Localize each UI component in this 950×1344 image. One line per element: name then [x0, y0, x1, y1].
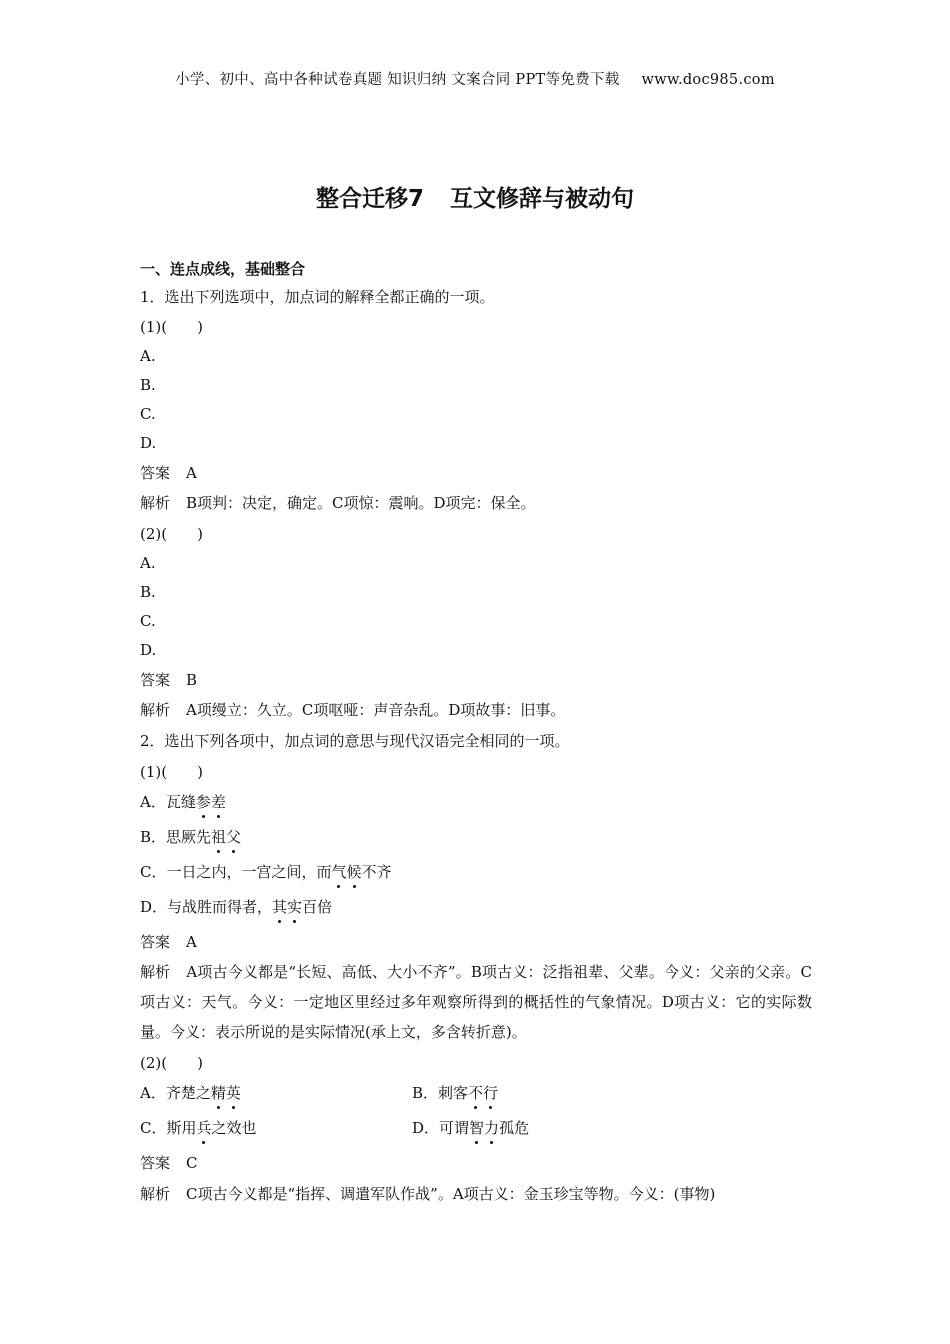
q2-2-answer: [140, 1153, 812, 1173]
q1-2-option-a: A.: [140, 554, 156, 572]
header-text: 小学、初中、高中各种试卷真题 知识归纳 文案合同 PPT等免费下载: [175, 72, 620, 88]
answer-value: A: [186, 933, 197, 951]
dotted-char: 不: [468, 1084, 484, 1102]
title-part1: 整合迁移7: [315, 186, 424, 212]
answer-label: 答案: [140, 933, 171, 951]
q2-1-analysis: [140, 957, 812, 1047]
q1-1-option-b: B.: [140, 376, 156, 394]
option-prefix: D．与战胜而得者，: [140, 898, 273, 916]
q1-2-answer: [140, 670, 812, 690]
option-suffix: 孤危: [499, 1119, 530, 1137]
dotted-char: 兵: [196, 1119, 212, 1137]
option-prefix: C．斯用: [140, 1119, 197, 1137]
q2-stem: 2．选出下列各项中，加点词的意思与现代汉语完全相同的一项。: [140, 732, 570, 750]
q2-1-option-b: [140, 827, 812, 847]
q1-2-label: (2)( ): [140, 525, 203, 543]
q1-1-option-d: D.: [140, 434, 157, 452]
dotted-char: 精: [210, 1084, 226, 1102]
dotted-char: 候: [346, 863, 362, 881]
option-prefix: B．思厥先: [140, 828, 212, 846]
q2-2-row1: [140, 1083, 812, 1103]
dotted-char: 差: [210, 793, 226, 811]
dotted-char: 行: [483, 1084, 499, 1102]
page-header: [0, 68, 950, 89]
dotted-char: 力: [484, 1119, 500, 1137]
q1-stem: 1．选出下列选项中，加点词的解释全都正确的一项。: [140, 288, 495, 306]
dotted-char: 祖: [211, 828, 227, 846]
analysis-label: 解析: [140, 1185, 171, 1203]
page-title: [0, 180, 950, 213]
option-suffix: 百倍: [302, 898, 333, 916]
option-prefix: C．一日之内，一宫之间，而: [140, 863, 332, 881]
q2-2-option-b: [412, 1083, 498, 1103]
q1-1-option-a: A.: [140, 347, 156, 365]
q1-1-label: (1)( ): [140, 318, 203, 336]
option-prefix: A．瓦缝: [140, 793, 196, 811]
analysis-text: A项缦立：久立。C项呕哑：声音杂乱。D项故事：旧事。: [186, 701, 566, 719]
answer-value: B: [186, 671, 198, 689]
dotted-char: 英: [225, 1084, 241, 1102]
analysis-label: 解析: [140, 963, 171, 981]
dotted-char: 父: [226, 828, 242, 846]
dotted-char: 参: [195, 793, 211, 811]
q2-2-row2: [140, 1118, 812, 1138]
q2-2-label: (2)( ): [140, 1054, 203, 1072]
option-suffix: 之效也: [211, 1119, 257, 1137]
dotted-char: 其: [272, 898, 288, 916]
option-prefix: D．可谓: [412, 1119, 470, 1137]
option-prefix: A．齐楚之: [140, 1084, 211, 1102]
answer-value: C: [186, 1154, 198, 1172]
q1-1-answer: [140, 463, 812, 483]
q2-1-label: (1)( ): [140, 763, 203, 781]
q2-1-option-c: [140, 862, 812, 882]
q2-2-option-a: [140, 1084, 241, 1102]
answer-label: 答案: [140, 671, 171, 689]
analysis-label: 解析: [140, 701, 171, 719]
answer-label: 答案: [140, 464, 171, 482]
header-url[interactable]: www.doc985.com: [641, 72, 775, 88]
q2-1-answer: [140, 932, 812, 952]
answer-value: A: [186, 464, 197, 482]
q1-2-option-d: D.: [140, 641, 157, 659]
q2-1-option-a: [140, 792, 812, 812]
option-suffix: 不齐: [361, 863, 392, 881]
analysis-text: C项古今义都是“指挥、调遣军队作战”。A项古义：金玉珍宝等物。今义：(事物): [186, 1185, 716, 1203]
analysis-label: 解析: [140, 494, 171, 512]
q2-2-option-c: [140, 1119, 257, 1137]
q1-2-option-c: C.: [140, 612, 156, 630]
analysis-text: A项古今义都是“长短、高低、大小不齐”。B项古义：泛指祖辈、父辈。今义：父亲的父亲。C项古义：天气。今义：一定地区里经过多年观察所得到的概括性的气象情况。D项古义：它的实际数量。今义：表示所说的是实际情况(承上文，多含转折意)。: [140, 963, 812, 1041]
q1-2-option-b: B.: [140, 583, 156, 601]
section-heading: 一、连点成线，基础整合: [140, 260, 306, 278]
dotted-char: 气: [331, 863, 347, 881]
analysis-text: B项判：决定，确定。C项惊：震响。D项完：保全。: [186, 494, 536, 512]
q1-2-analysis: [140, 700, 812, 720]
option-prefix: B．刺客: [412, 1084, 469, 1102]
q1-1-analysis: [140, 493, 812, 513]
q2-2-analysis: [140, 1184, 812, 1204]
dotted-char: 实: [287, 898, 303, 916]
title-part2: 互文修辞与被动句: [450, 186, 634, 212]
q2-2-option-d: [412, 1118, 529, 1138]
answer-label: 答案: [140, 1154, 171, 1172]
dotted-char: 智: [469, 1119, 485, 1137]
q2-1-option-d: [140, 897, 812, 917]
q1-1-option-c: C.: [140, 405, 156, 423]
